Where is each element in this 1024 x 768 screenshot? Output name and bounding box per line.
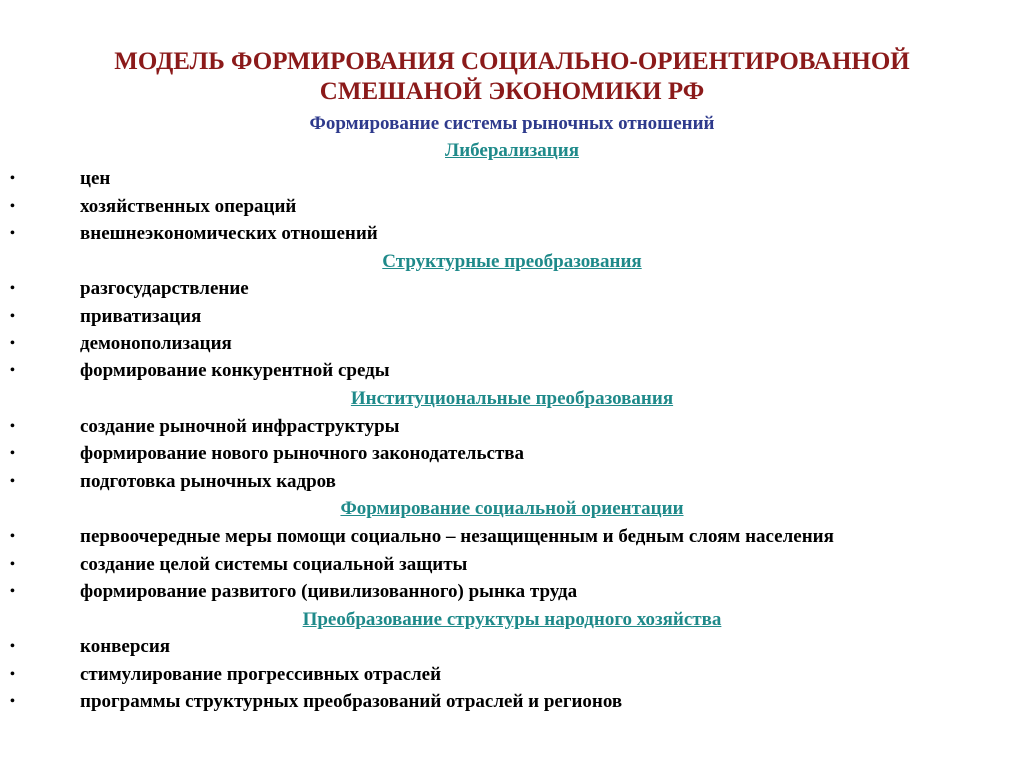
list-item xyxy=(0,635,1024,659)
bullet-icon: • xyxy=(10,446,15,461)
list-item xyxy=(0,359,1024,383)
section-heading-liberalization: Либерализация xyxy=(445,140,579,161)
list-item-text: первоочередные меры помощи социально – незащищенным и бедным слоям населения xyxy=(80,526,834,547)
bullet-icon: • xyxy=(10,557,15,572)
bullet-icon: • xyxy=(10,199,15,214)
bullet-icon: • xyxy=(10,226,15,241)
list-item-text: приватизация xyxy=(80,306,202,327)
list-item-text: внешнеэкономических отношений xyxy=(80,223,378,244)
bullet-icon: • xyxy=(10,584,15,599)
list-item-text: конверсия xyxy=(80,636,171,657)
list-item-text: формирование конкурентной среды xyxy=(80,360,390,381)
list-item xyxy=(0,580,1024,604)
bullet-icon: • xyxy=(10,336,15,351)
list-item-text: цен xyxy=(80,168,111,189)
bullet-icon: • xyxy=(10,309,15,324)
list-item xyxy=(0,525,1024,549)
title-line-1: МОДЕЛЬ ФОРМИРОВАНИЯ СОЦИАЛЬНО-ОРИЕНТИРОВАННОЙ xyxy=(114,48,910,75)
bullet-icon: • xyxy=(10,474,15,489)
list-item-text: хозяйственных операций xyxy=(80,196,297,217)
bullet-icon: • xyxy=(10,639,15,654)
list-item xyxy=(0,415,1024,439)
list-item-text: создание целой системы социальной защиты xyxy=(80,554,468,575)
list-item xyxy=(0,195,1024,219)
list-item-text: демонополизация xyxy=(80,333,232,354)
list-item xyxy=(0,332,1024,356)
section-heading-institutional: Институциональные преобразования xyxy=(350,388,674,409)
list-item-text: подготовка рыночных кадров xyxy=(80,471,336,492)
bullet-icon: • xyxy=(10,667,15,682)
bullet-icon: • xyxy=(10,529,15,544)
subtitle: Формирование системы рыночных отношений xyxy=(309,113,715,134)
list-item xyxy=(0,690,1024,714)
section-heading-structural: Структурные преобразования xyxy=(382,251,642,272)
bullet-icon: • xyxy=(10,419,15,434)
section-heading-social: Формирование социальной ориентации xyxy=(340,498,684,519)
list-item-text: создание рыночной инфраструктуры xyxy=(80,416,400,437)
list-item xyxy=(0,442,1024,466)
list-item xyxy=(0,470,1024,494)
list-item xyxy=(0,553,1024,577)
list-item-text: разгосударствление xyxy=(80,278,249,299)
list-item-text: формирование развитого (цивилизованного) рынка труда xyxy=(80,581,578,602)
bullet-icon: • xyxy=(10,694,15,709)
bullet-icon: • xyxy=(10,281,15,296)
bullet-icon: • xyxy=(10,363,15,378)
title-line-2: СМЕШАНОЙ ЭКОНОМИКИ РФ xyxy=(319,78,705,105)
list-item xyxy=(0,663,1024,687)
list-item-text: формирование нового рыночного законодательства xyxy=(80,443,525,464)
section-heading-economy-structure: Преобразование структуры народного хозяйства xyxy=(302,609,722,630)
bullet-icon: • xyxy=(10,171,15,186)
list-item xyxy=(0,167,1024,191)
list-item xyxy=(0,305,1024,329)
list-item xyxy=(0,277,1024,301)
list-item xyxy=(0,222,1024,246)
list-item-text: программы структурных преобразований отраслей и регионов xyxy=(80,691,623,712)
list-item-text: стимулирование прогрессивных отраслей xyxy=(80,664,442,685)
